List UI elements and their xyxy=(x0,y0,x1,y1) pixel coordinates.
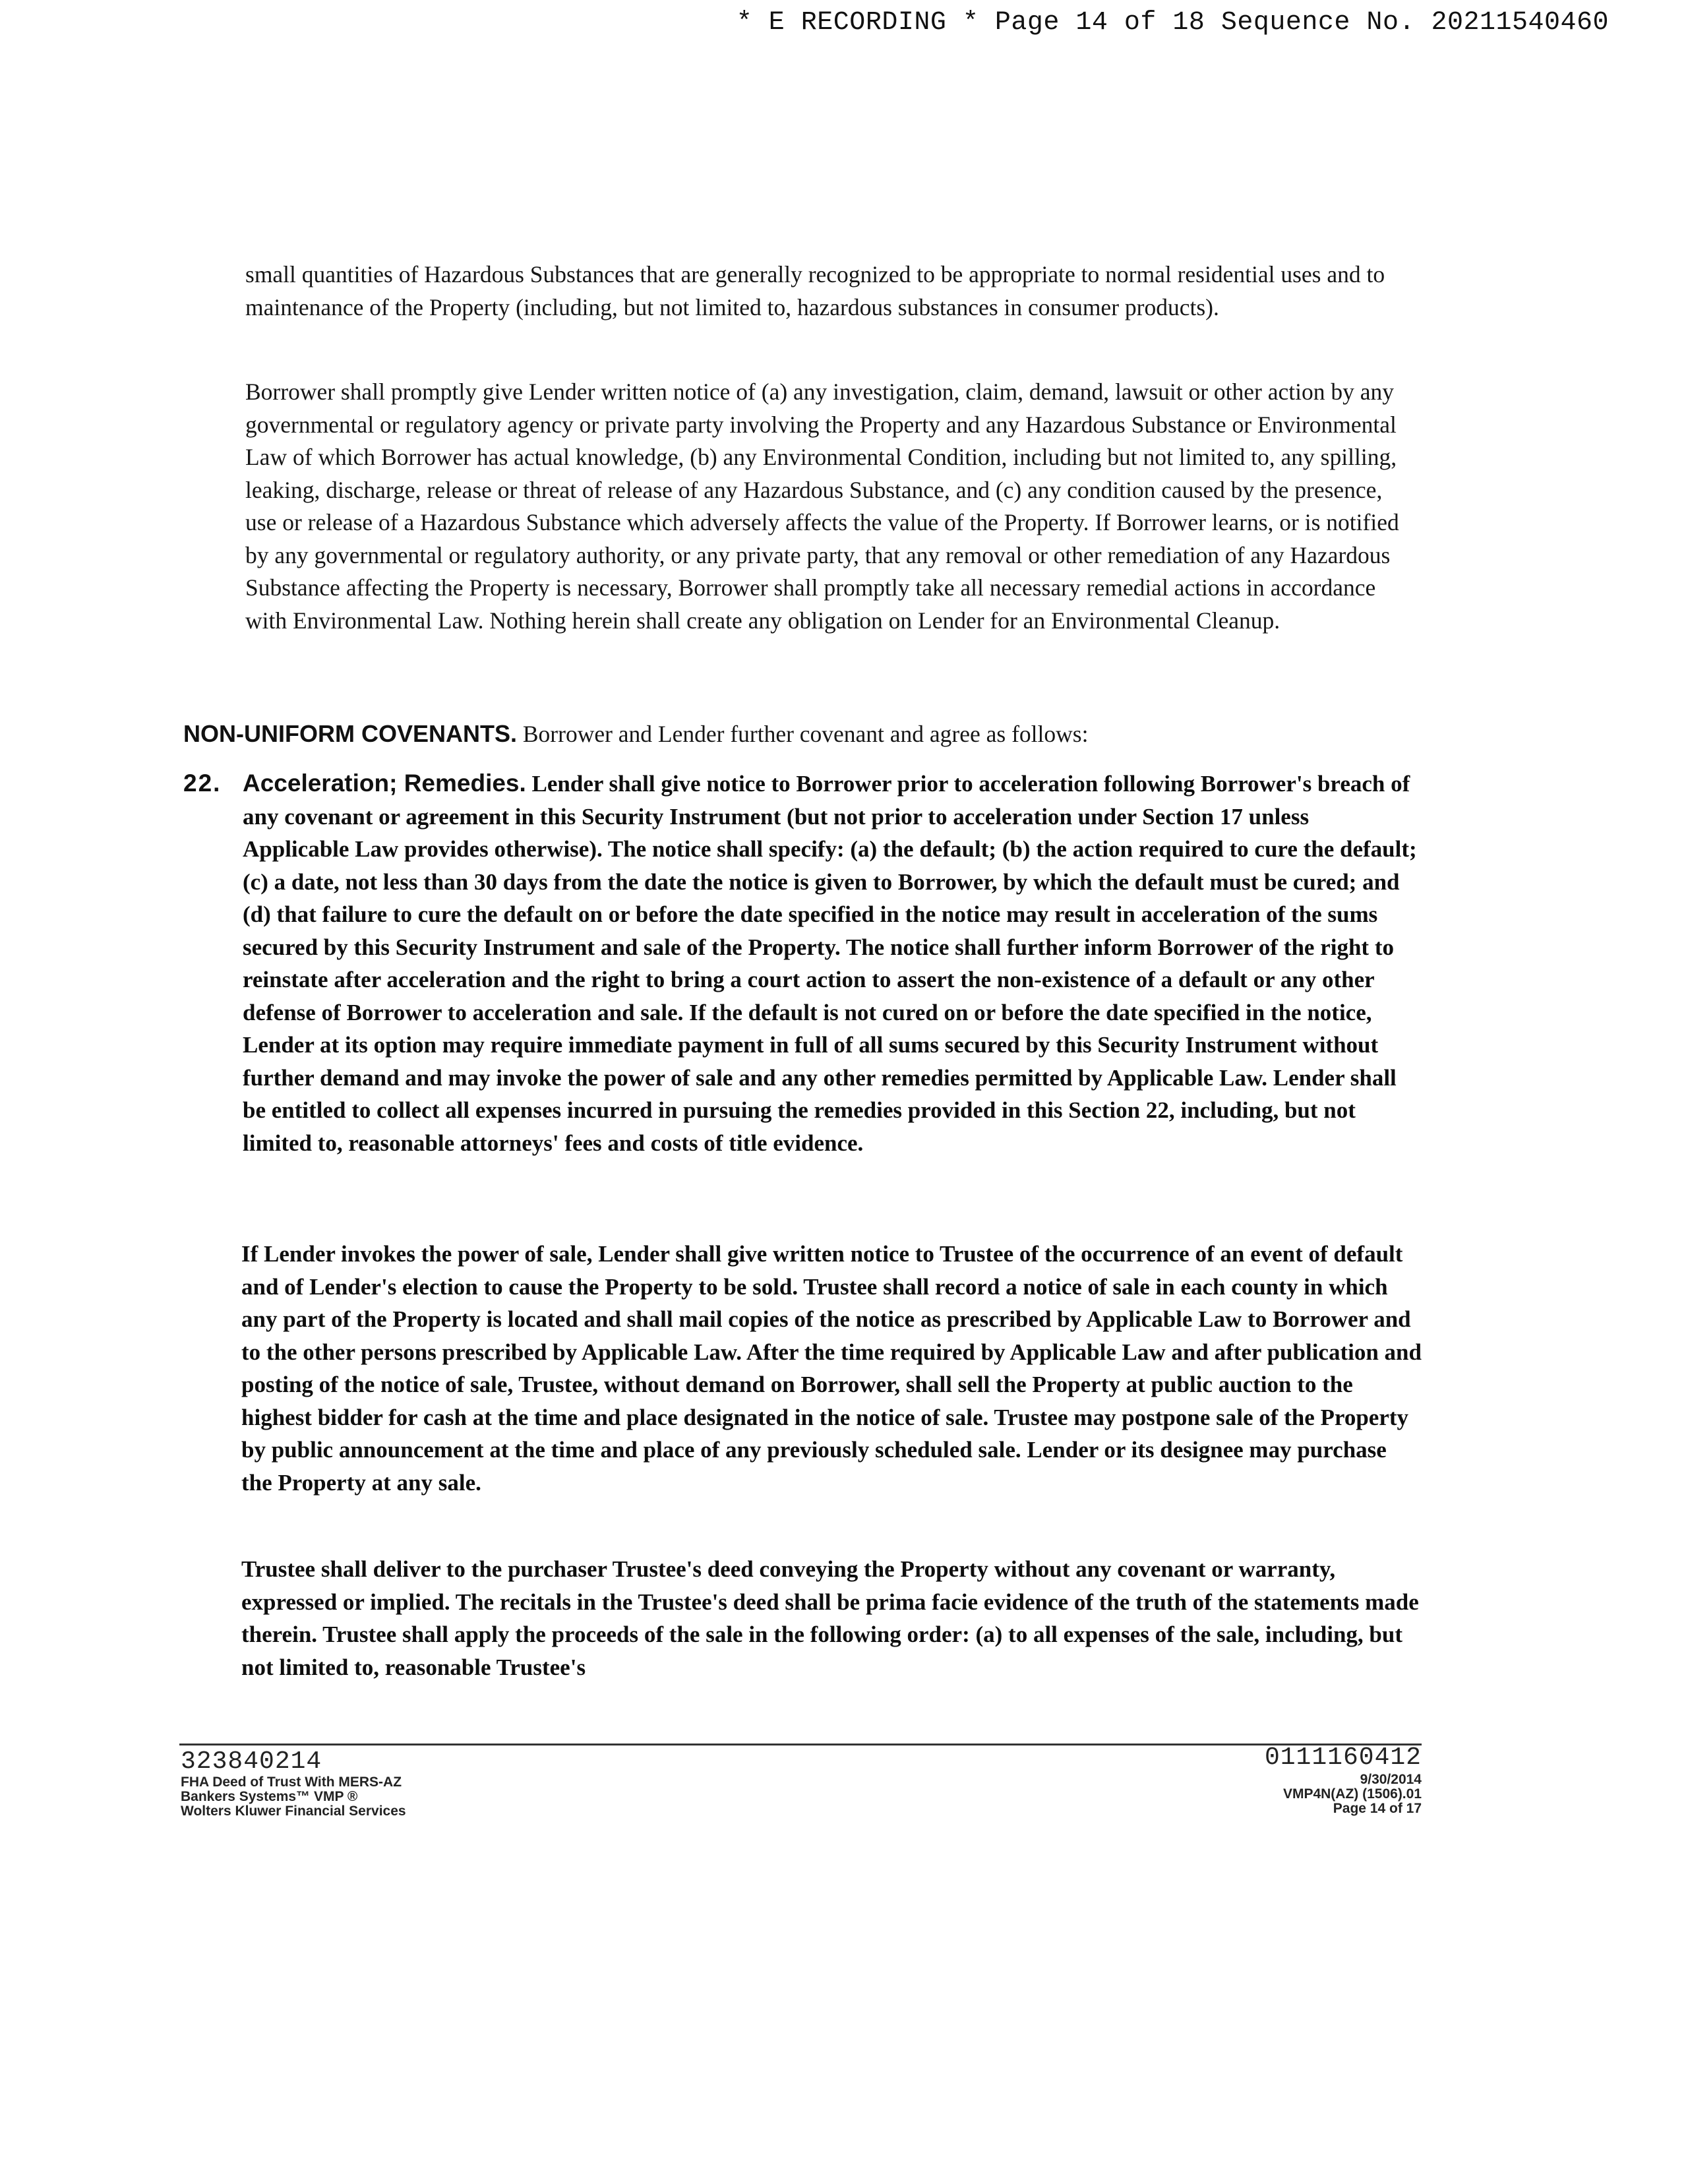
footer-page-count: Page 14 of 17 xyxy=(1333,1801,1422,1816)
section-22-paragraph-3: Trustee shall deliver to the purchaser Trustee's deed conveying the Property without any covenant or warranty, expressed or implied. The recitals in the Trustee's deed shall be prima facie evidence of the truth of the statements made therein. Trustee shall apply the proceeds of the sale in the following order: (a) to all expenses of the sale, including, but not limited to, reasonable Trustee's xyxy=(241,1556,1419,1680)
recording-header: * E RECORDING * Page 14 of 18 Sequence No. 20211540460 xyxy=(736,8,1609,38)
footer-right xyxy=(1265,1745,1422,1816)
section-22-paragraph-1 xyxy=(243,767,1419,1159)
footer-left xyxy=(181,1749,406,1819)
paragraph-borrower-notice: Borrower shall promptly give Lender written notice of (a) any investigation, claim, demand, lawsuit or other action by any governmental or regulatory agency or private party involving the Property and any Hazardous Substance or Environmental Law of which Borrower has actual knowledge, (b) any Environmental Condition, including but not limited to, any spilling, leaking, discharge, release or threat of release of any Hazardous Substance, and (c) any condition caused by the presence, use or release of a Hazardous Substance which adversely affects the value of the Property. If Borrower learns, or is notified by any governmental or regulatory authority, or any private party, that any removal or other remediation of any Hazardous Substance affecting the Property is necessary, Borrower shall promptly take all necessary remedial actions in accordance with Environmental Law. Nothing herein shall create any obligation on Lender for an Environmental Cleanup. xyxy=(245,379,1399,634)
footer-publisher: Bankers Systems™ VMP ® xyxy=(181,1789,358,1804)
footer-document-number: 0111160412 xyxy=(1264,1744,1422,1772)
footer-form-title: FHA Deed of Trust With MERS-AZ xyxy=(181,1774,402,1790)
section-22-number: 22. xyxy=(183,770,222,797)
footer-company: Wolters Kluwer Financial Services xyxy=(181,1804,406,1819)
footer-date: 9/30/2014 xyxy=(1360,1772,1422,1787)
section-22-title: Acceleration; Remedies. xyxy=(243,770,526,797)
footer-form-code: VMP4N(AZ) (1506).01 xyxy=(1282,1786,1422,1802)
section-22-text: Lender shall give notice to Borrower prior to acceleration following Borrower's breach of any covenant or agreement in this Security Instrument (but not prior to acceleration under Section 17 unless Applicable Law provides otherwise). The notice shall specify: (a) the default; (b) the action required to cure the default; (c) a date, not less than 30 days from the date the notice is given to Borrower, by which the default must be cured; and (d) that failure to cure the default on or before the date specified in the notice may result in acceleration of the sums secured by this Security Instrument and sale of the Property. The notice shall further inform Borrower of the right to reinstate after acceleration and the right to bring a court action to assert the non-existence of a default or any other defense of Borrower to acceleration and sale. If the default is not cured on or before the date specified in the notice, Lender at its option may require immediate payment in full of all sums secured by this Security Instrument without further demand and may invoke the power of sale and any other remedies permitted by Applicable Law. Lender shall be entitled to collect all expenses incurred in pursuing the remedies provided in this Section 22, including, but not limited to, reasonable attorneys' fees and costs of title evidence. xyxy=(243,771,1417,1156)
non-uniform-covenants-label: NON-UNIFORM COVENANTS. xyxy=(183,720,517,747)
footer-divider xyxy=(179,1744,1422,1745)
non-uniform-covenants-text: Borrower and Lender further covenant and agree as follows: xyxy=(522,721,1089,747)
paragraph-hazardous-quantities: small quantities of Hazardous Substances that are generally recognized to be appropriate to normal residential uses and to maintenance of the Property (including, but not limited to, hazardous substances in consumer products). xyxy=(245,261,1385,320)
non-uniform-covenants-heading xyxy=(183,717,1436,751)
section-22-paragraph-2: If Lender invokes the power of sale, Lender shall give written notice to Trustee of the occurrence of an event of default and of Lender's election to cause the Property to be sold. Trustee shall record a notice of sale in each county in which any part of the Property is located and shall mail copies of the notice as prescribed by Applicable Law to Borrower and to the other persons prescribed by Applicable Law. After the time required by Applicable Law and after publication and posting of the notice of sale, Trustee, without demand on Borrower, shall sell the Property at public auction to the highest bidder for cash at the time and place designated in the notice of sale. Trustee may postpone sale of the Property by public announcement at the time and place of any previously scheduled sale. Lender or its designee may purchase the Property at any sale. xyxy=(241,1241,1422,1496)
footer-loan-number: 323840214 xyxy=(181,1747,322,1776)
